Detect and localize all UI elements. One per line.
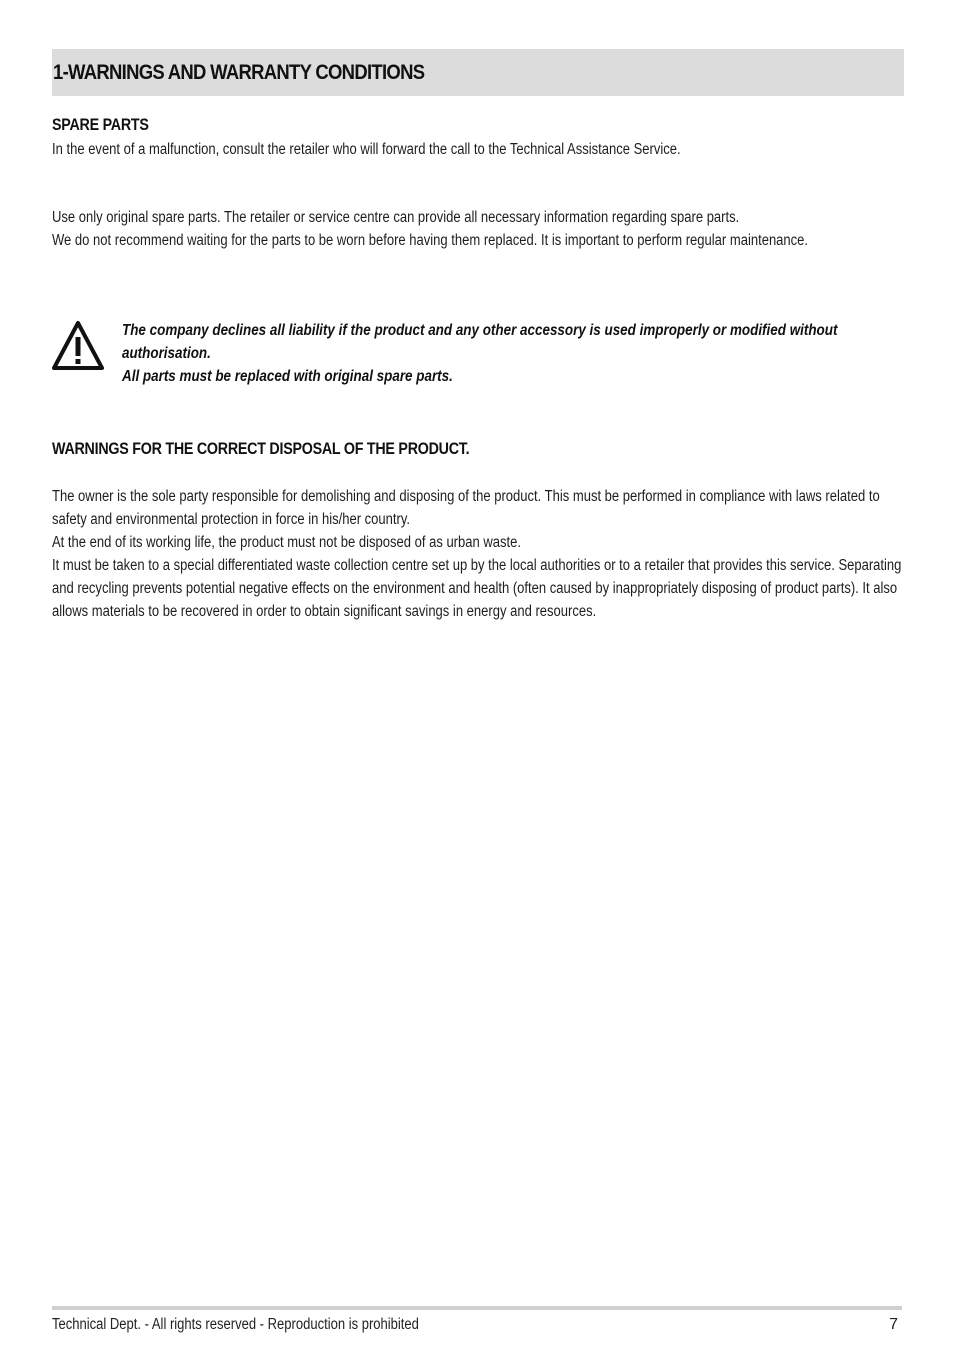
disposal-paragraph-1: The owner is the sole party responsible for demolishing and disposing of the product. This must be performed in compliance with laws related to safety and environmental protection in force in his/her country. [52,488,880,528]
spare-parts-paragraph-1: Use only original spare parts. The retailer or service centre can provide all necessary information regarding spare parts. [52,209,740,226]
disposal-body [52,485,904,623]
spare-parts-heading: SPARE PARTS [52,115,149,134]
warning-notice [122,319,904,388]
spare-parts-intro: In the event of a malfunction, consult the retailer who will forward the call to the Technical Assistance Service. [52,141,681,158]
warning-line-1: The company declines all liability if the product and any other accessory is used improperly or modified without authorisation. [122,322,838,362]
page-number: 7 [889,1316,898,1333]
warning-triangle-icon [52,320,104,372]
section-title: 1-WARNINGS AND WARRANTY CONDITIONS [53,61,425,84]
footer-text: Technical Dept. - All rights reserved - Reproduction is prohibited [52,1316,419,1333]
disposal-heading: WARNINGS FOR THE CORRECT DISPOSAL OF THE PRODUCT. [52,439,470,458]
footer-divider [52,1306,902,1310]
warning-line-2: All parts must be replaced with original spare parts. [122,368,453,385]
disposal-paragraph-2: At the end of its working life, the product must not be disposed of as urban waste. [52,534,521,551]
section-header [52,49,904,96]
document-page [52,0,904,1354]
disposal-paragraph-3: It must be taken to a special differentiated waste collection centre set up by the local authorities or to a retailer that provides this service. Separating and recycling prevents potential negative effects on the environment and health (often caused by inappropriately disposing of product parts). It also allows materials to be recovered in order to obtain significant savings in energy and resources. [52,557,902,620]
spare-parts-paragraph-2: We do not recommend waiting for the parts to be worn before having them replaced. It is important to perform regular maintenance. [52,232,809,249]
spare-parts-body [52,206,904,252]
